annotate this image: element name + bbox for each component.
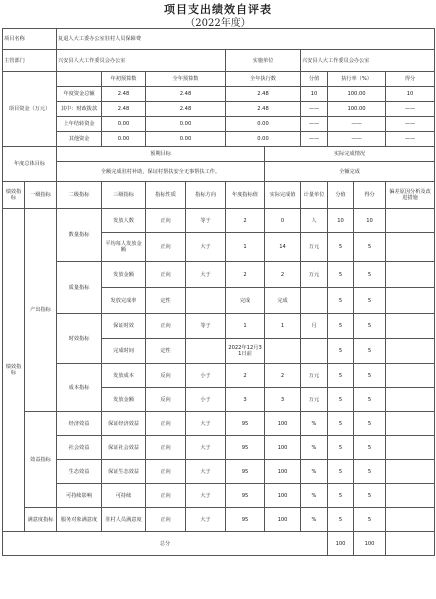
funds-row <box>3 132 435 147</box>
total-reason <box>386 532 435 556</box>
indicator-actual: 2 <box>265 262 301 288</box>
indicator-nature: 正向 <box>146 460 186 484</box>
funds-rate: 100.00 <box>328 102 386 117</box>
indicator-reason <box>386 436 435 460</box>
indicator-target: 95 <box>226 484 265 508</box>
indicator-reason <box>386 388 435 412</box>
indicator-l3: 保证生态效益 <box>102 460 146 484</box>
page-title: 项目支出绩效自评表 <box>164 3 272 16</box>
impl-name: 兴安县人大工作委员会办公室 <box>301 50 435 72</box>
indicator-nature: 反向 <box>146 364 186 388</box>
funds-row <box>3 117 435 132</box>
indicator-row <box>3 262 435 288</box>
funds-rate: —— <box>328 132 386 147</box>
level1-output: 产出指标 <box>25 209 57 412</box>
indicator-reason <box>386 484 435 508</box>
indicator-nature: 反向 <box>146 388 186 412</box>
level2-service: 服务对象满意度 <box>57 508 102 532</box>
indicator-target: 2 <box>226 209 265 233</box>
funds-rate: —— <box>328 117 386 132</box>
page-subtitle: （2022年度） <box>185 18 251 29</box>
indicator-reason <box>386 508 435 532</box>
indicator-score-value: 5 <box>328 364 354 388</box>
indicator-target: 95 <box>226 412 265 436</box>
project-name: 复退人大工委办公室驻村人员保障费 <box>57 29 435 50</box>
indicator-nature: 定性 <box>146 339 186 364</box>
indicator-l3: 保证经济效益 <box>102 412 146 436</box>
indicator-nature: 正向 <box>146 412 186 436</box>
indicator-row <box>3 436 435 460</box>
indicator-actual: 完成 <box>265 288 301 314</box>
funds-score: —— <box>386 102 435 117</box>
indicator-actual: 3 <box>265 388 301 412</box>
indicator-score: 5 <box>354 364 386 388</box>
funds-score-value: —— <box>301 117 328 132</box>
funds-executed: 0.00 <box>226 117 301 132</box>
indicator-target: 2 <box>226 364 265 388</box>
indicator-l3: 发放成本 <box>102 364 146 388</box>
goals-label: 年度总体目标 <box>3 147 57 182</box>
indicator-direction: 大于 <box>186 412 226 436</box>
indicator-l3: 发放完成率 <box>102 288 146 314</box>
indicator-actual: 2 <box>265 364 301 388</box>
indicator-unit: % <box>301 436 328 460</box>
indicator-direction: 大于 <box>186 484 226 508</box>
indicator-reason <box>386 314 435 339</box>
funds-row-label: 年度资金总额 <box>57 87 102 102</box>
funds-row-label: 其中：财政拨款 <box>57 102 102 117</box>
indicator-actual: 100 <box>265 412 301 436</box>
indicator-actual: 100 <box>265 460 301 484</box>
indicator-row <box>3 460 435 484</box>
funds-header: 全年执行数 <box>226 72 301 87</box>
indicator-score: 5 <box>354 460 386 484</box>
funds-header: 执行率（%） <box>328 72 386 87</box>
indicator-score-value: 5 <box>328 460 354 484</box>
indicator-header: 年度指标值 <box>226 182 265 209</box>
funds-score-value: —— <box>301 132 328 147</box>
funds-rate: 100.00 <box>328 87 386 102</box>
indicator-score: 5 <box>354 339 386 364</box>
indicator-score: 5 <box>354 314 386 339</box>
indicator-unit: 万元 <box>301 388 328 412</box>
funds-header-blank <box>57 72 102 87</box>
indicator-l3: 发放金额 <box>102 388 146 412</box>
indicator-score-value: 5 <box>328 436 354 460</box>
indicator-header: 二级指标 <box>57 182 102 209</box>
indicator-direction: 大于 <box>186 508 226 532</box>
funds-header-row <box>3 72 435 87</box>
level2-economic: 经济效益 <box>57 412 102 436</box>
level2-time: 时效指标 <box>57 314 102 364</box>
funds-score-value: 10 <box>301 87 328 102</box>
indicator-score: 5 <box>354 412 386 436</box>
indicator-actual: 100 <box>265 484 301 508</box>
funds-header: 全年预算数 <box>146 72 226 87</box>
indicator-unit: 万元 <box>301 233 328 262</box>
indicator-score-value: 5 <box>328 339 354 364</box>
funds-score: 10 <box>386 87 435 102</box>
indicator-target: 95 <box>226 508 265 532</box>
funds-budget-year: 2.48 <box>146 87 226 102</box>
funds-header: 年初预算数 <box>102 72 146 87</box>
total-label: 总分 <box>3 532 328 556</box>
indicator-nature: 定性 <box>146 288 186 314</box>
indicator-target: 1 <box>226 233 265 262</box>
indicator-actual: 14 <box>265 233 301 262</box>
indicator-nature: 正向 <box>146 262 186 288</box>
indicator-unit: 万元 <box>301 262 328 288</box>
indicator-l3: 驻村人员满意度 <box>102 508 146 532</box>
level2-cost: 成本指标 <box>57 364 102 412</box>
indicator-unit: 月 <box>301 314 328 339</box>
indicator-score: 5 <box>354 288 386 314</box>
indicator-nature: 正向 <box>146 436 186 460</box>
indicator-header: 实际完成值 <box>265 182 301 209</box>
indicator-nature: 正向 <box>146 233 186 262</box>
indicator-score: 5 <box>354 436 386 460</box>
indicator-direction: 大于 <box>186 262 226 288</box>
indicator-score: 5 <box>354 508 386 532</box>
total-row <box>3 532 435 556</box>
indicator-actual: 1 <box>265 314 301 339</box>
goals-actual: 全额完成 <box>265 162 435 182</box>
indicator-target: 2 <box>226 262 265 288</box>
goals-expected-label: 预期目标 <box>57 147 265 162</box>
indicator-score: 5 <box>354 388 386 412</box>
indicator-l3: 保证社会效益 <box>102 436 146 460</box>
total-score-value: 100 <box>328 532 354 556</box>
dept-label: 主管部门 <box>3 50 57 72</box>
funds-budget-init: 0.00 <box>102 117 146 132</box>
dept-name: 兴安县人大工作委员会办公室 <box>57 50 226 72</box>
indicator-direction: 大于 <box>186 436 226 460</box>
indicator-score: 10 <box>354 209 386 233</box>
indicator-header: 得分 <box>354 182 386 209</box>
indicator-score-value: 5 <box>328 508 354 532</box>
funds-header: 分值 <box>301 72 328 87</box>
indicator-l3: 平均每人发放金额 <box>102 233 146 262</box>
goals-expected: 全额完成驻村补助，保证村帮扶安全无事帮扶工作。 <box>57 162 265 182</box>
indicator-actual: 100 <box>265 436 301 460</box>
indicator-unit <box>301 339 328 364</box>
indicator-direction <box>186 339 226 364</box>
level2-social: 社会效益 <box>57 436 102 460</box>
total-score: 100 <box>354 532 386 556</box>
indicator-direction: 小于 <box>186 388 226 412</box>
funds-budget-year: 0.00 <box>146 117 226 132</box>
indicator-score-value: 5 <box>328 233 354 262</box>
indicator-unit: 人 <box>301 209 328 233</box>
funds-budget-init: 0.00 <box>102 132 146 147</box>
indicator-score-value: 5 <box>328 484 354 508</box>
indicator-direction <box>186 288 226 314</box>
indicator-l3: 发放金额 <box>102 262 146 288</box>
indicator-direction: 大于 <box>186 233 226 262</box>
indicator-unit: % <box>301 484 328 508</box>
indicator-direction: 小于 <box>186 364 226 388</box>
indicator-score-value: 5 <box>328 314 354 339</box>
indicator-header: 偏差原因分析及改进措施 <box>386 182 435 209</box>
dept-row <box>3 50 435 72</box>
indicator-reason <box>386 364 435 388</box>
funds-budget-init: 2.48 <box>102 87 146 102</box>
indicator-reason <box>386 339 435 364</box>
indicator-direction: 大于 <box>186 460 226 484</box>
indicator-score: 5 <box>354 233 386 262</box>
funds-executed: 0.00 <box>226 132 301 147</box>
indicator-header: 分值 <box>328 182 354 209</box>
indicator-reason <box>386 262 435 288</box>
indicator-header: 计量单位 <box>301 182 328 209</box>
indicator-target: 1 <box>226 314 265 339</box>
impl-label: 实施单位 <box>226 50 301 72</box>
indicator-score-value: 5 <box>328 288 354 314</box>
indicator-reason <box>386 233 435 262</box>
indicator-target: 95 <box>226 436 265 460</box>
indicator-nature: 正向 <box>146 209 186 233</box>
indicator-score-value: 5 <box>328 388 354 412</box>
funds-row-label: 上年结转资金 <box>57 117 102 132</box>
level1-benefit: 效益指标 <box>25 412 57 508</box>
indicator-l3: 完成时间 <box>102 339 146 364</box>
indicator-l3: 发放人数 <box>102 209 146 233</box>
indicator-header: 指标性质 <box>146 182 186 209</box>
goals-header-row <box>3 147 435 162</box>
funds-row <box>3 102 435 117</box>
indicator-row <box>3 412 435 436</box>
indicator-header: 一级指标 <box>25 182 57 209</box>
evaluation-table <box>2 28 435 556</box>
funds-executed: 2.48 <box>226 102 301 117</box>
indicator-direction: 等于 <box>186 209 226 233</box>
indicator-reason <box>386 460 435 484</box>
level2-quality: 质量指标 <box>57 262 102 314</box>
indicator-target: 2022年12月31日前 <box>226 339 265 364</box>
indicator-score: 5 <box>354 484 386 508</box>
project-row <box>3 29 435 50</box>
funds-section-label: 项目资金（万元） <box>3 72 57 147</box>
indicator-nature: 正向 <box>146 484 186 508</box>
funds-row <box>3 87 435 102</box>
indicator-unit: % <box>301 412 328 436</box>
indicator-row <box>3 209 435 233</box>
goals-content-row <box>3 162 435 182</box>
funds-row-label: 其他资金 <box>57 132 102 147</box>
indicator-target: 95 <box>226 460 265 484</box>
perf-label: 绩效指标 <box>3 209 25 532</box>
indicator-header-row <box>3 182 435 209</box>
level2-ecological: 生态效益 <box>57 460 102 484</box>
funds-budget-init: 2.48 <box>102 102 146 117</box>
indicator-direction: 等于 <box>186 314 226 339</box>
indicator-header: 三级指标 <box>102 182 146 209</box>
funds-budget-year: 2.48 <box>146 102 226 117</box>
indicator-row <box>3 364 435 388</box>
funds-header: 得分 <box>386 72 435 87</box>
indicator-actual <box>265 339 301 364</box>
level2-sustainable: 可持续影响 <box>57 484 102 508</box>
indicator-reason <box>386 288 435 314</box>
indicator-nature: 正向 <box>146 314 186 339</box>
funds-score: —— <box>386 117 435 132</box>
indicator-unit: % <box>301 508 328 532</box>
indicator-unit: 万元 <box>301 364 328 388</box>
indicator-unit <box>301 288 328 314</box>
indicator-actual: 100 <box>265 508 301 532</box>
indicator-score-value: 10 <box>328 209 354 233</box>
funds-score-value: —— <box>301 102 328 117</box>
indicator-reason <box>386 412 435 436</box>
indicator-reason <box>386 209 435 233</box>
indicator-score-value: 5 <box>328 412 354 436</box>
perf-head-label: 绩效指标 <box>3 182 25 209</box>
indicator-score-value: 5 <box>328 262 354 288</box>
indicator-row <box>3 314 435 339</box>
project-label: 项目名称 <box>3 29 57 50</box>
indicator-header: 指标方向 <box>186 182 226 209</box>
indicator-target: 完成 <box>226 288 265 314</box>
funds-executed: 2.48 <box>226 87 301 102</box>
funds-score: —— <box>386 132 435 147</box>
goals-actual-label: 实际完成情况 <box>265 147 435 162</box>
indicator-score: 5 <box>354 262 386 288</box>
funds-budget-year: 0.00 <box>146 132 226 147</box>
indicator-row <box>3 484 435 508</box>
level2-quantity: 数量指标 <box>57 209 102 262</box>
level1-satisfaction: 满意度指标 <box>25 508 57 532</box>
indicator-l3: 可持续 <box>102 484 146 508</box>
indicator-actual: 0 <box>265 209 301 233</box>
indicator-l3: 保证时效 <box>102 314 146 339</box>
indicator-row <box>3 508 435 532</box>
indicator-unit: % <box>301 460 328 484</box>
indicator-nature: 正向 <box>146 508 186 532</box>
indicator-target: 3 <box>226 388 265 412</box>
